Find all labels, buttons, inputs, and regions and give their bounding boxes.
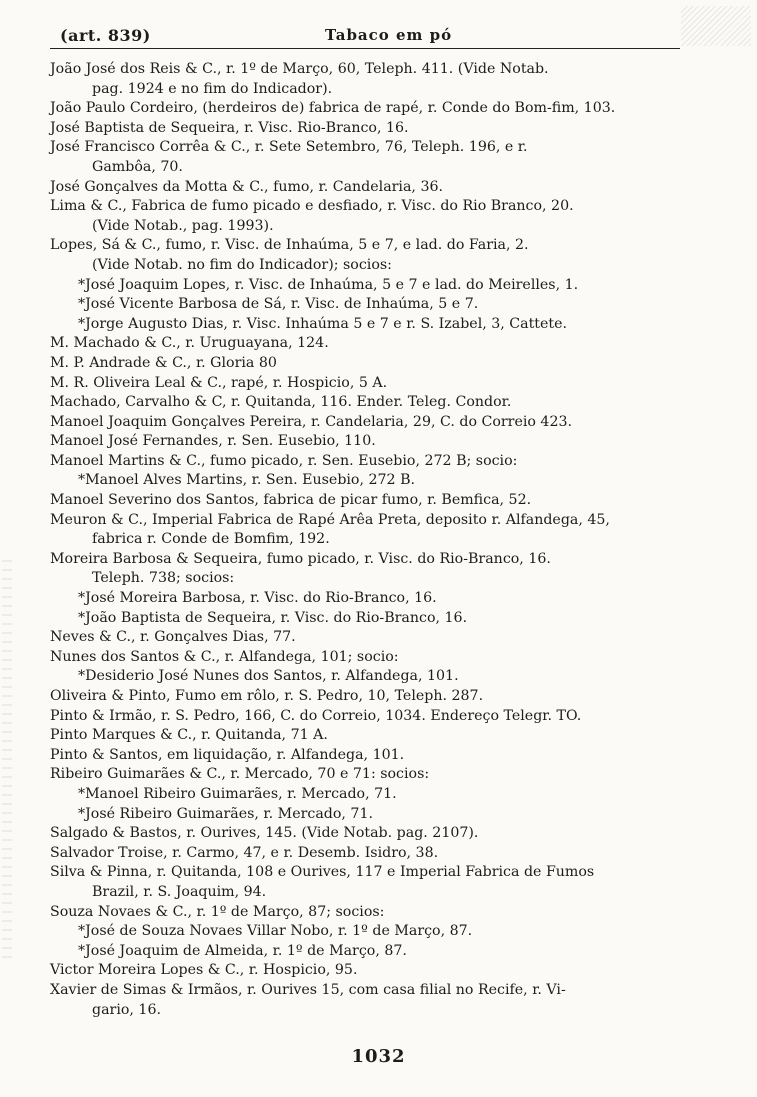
entry-line: *Desiderio José Nunes dos Santos, r. Alfandega, 101. [78,668,459,685]
entry-line: *Manoel Ribeiro Guimarães, r. Mercado, 71. [78,785,397,802]
entry-line: M. P. Andrade & C., r. Gloria 80 [50,354,277,371]
directory-entry [50,628,690,648]
entry-line: *José Moreira Barbosa, r. Visc. do Rio-Branco, 16. [78,590,437,607]
entry-line: *João Baptista de Sequeira, r. Visc. do Rio-Branco, 16. [78,609,468,626]
entry-line: Moreira Barbosa & Sequeira, fumo picado, r. Visc. do Rio-Branco, 16. [50,550,551,567]
directory-entry [50,687,690,707]
entry-line: M. Machado & C., r. Uruguayana, 124. [50,335,329,352]
entry-line: *José Ribeiro Guimarães, r. Mercado, 71. [78,805,373,822]
page-number: 1032 [351,1046,406,1067]
directory-entry [50,863,690,902]
entry-line: *Manoel Alves Martins, r. Sen. Eusebio, 272 B. [78,472,416,489]
directory-entry [50,178,690,198]
entry-line: Manoel José Fernandes, r. Sen. Eusebio, 110. [50,433,376,450]
directory-entry [50,138,690,177]
entry-line: José Francisco Corrêa & C., r. Sete Setembro, 76, Teleph. 196, e r. [50,139,528,156]
directory-entry [50,726,690,746]
directory-entry [50,374,690,394]
directory-entry [50,452,690,472]
entry-line: (Vide Notab., pag. 1993). [92,217,274,234]
entry-line: Lopes, Sá & C., fumo, r. Visc. de Inhaúma, 5 e 7, e lad. do Faria, 2. [50,237,529,254]
entry-line: João José dos Reis & C., r. 1º de Março, 60, Teleph. 411. (Vide Notab. [50,61,549,77]
entry-line: Xavier de Simas & Irmãos, r. Ourives 15, com casa filial no Recife, r. Vi- [50,981,566,998]
entry-line: João Paulo Cordeiro, (herdeiros de) fabrica de rapé, r. Conde do Bom-fim, 103. [50,100,616,117]
entry-line: Salgado & Bastos, r. Ourives, 145. (Vide Notab. pag. 2107). [50,825,479,842]
directory-entry [50,413,690,433]
entry-line: *José Joaquim Lopes, r. Visc. de Inhaúma, 5 e 7 e lad. do Meirelles, 1. [78,276,579,293]
directory-entry [50,903,690,923]
directory-entry [50,550,690,589]
entry-line: Neves & C., r. Gonçalves Dias, 77. [50,629,296,646]
entry-line: José Baptista de Sequeira, r. Visc. Rio-Branco, 16. [50,119,409,136]
directory-entry [50,824,690,844]
entry-line: M. R. Oliveira Leal & C., rapé, r. Hospicio, 5 A. [50,374,388,391]
directory-entry [50,197,690,236]
entry-line: Oliveira & Pinto, Fumo em rôlo, r. S. Pedro, 10, Teleph. 287. [50,688,484,704]
entry-line: *José de Souza Novaes Villar Nobo, r. 1º de Março, 87. [78,923,473,940]
entry-line: Manoel Joaquim Gonçalves Pereira, r. Candelaria, 29, C. do Correio 423. [50,413,573,430]
entry-line: *José Vicente Barbosa de Sá, r. Visc. de Inhaúma, 5 e 7. [78,296,479,313]
entry-line: Souza Novaes & C., r. 1º de Março, 87; socios: [50,903,385,920]
directory-entry [50,334,690,354]
socio-entry [50,471,690,491]
directory-entry [50,354,690,374]
entry-line: Manoel Severino dos Santos, fabrica de picar fumo, r. Bemfica, 52. [50,492,532,509]
directory-entry [50,844,690,864]
socio-entry [50,785,690,805]
entry-line: Salvador Troise, r. Carmo, 47, e r. Desemb. Isidro, 38. [50,844,439,861]
entry-line: gario, 16. [92,1001,161,1018]
directory-entry [50,432,690,452]
scan-edge-mark [2,560,12,960]
directory-entries [50,60,690,1020]
entry-line: Nunes dos Santos & C., r. Alfandega, 101; socio: [50,648,399,665]
directory-entry [50,236,690,275]
entry-line: Victor Moreira Lopes & C., r. Hospicio, 95. [50,962,358,979]
directory-entry [50,511,690,550]
entry-line: Brazil, r. S. Joaquim, 94. [92,883,267,900]
directory-entry [50,491,690,511]
entry-line: Teleph. 738; socios: [92,570,235,587]
socio-entry [50,589,690,609]
directory-entry [50,119,690,139]
socio-entry [50,942,690,962]
page-header [50,22,680,49]
entry-line: Meuron & C., Imperial Fabrica de Rapé Arêa Preta, deposito r. Alfandega, 45, [50,511,610,528]
directory-entry [50,961,690,981]
entry-line: Pinto & Santos, em liquidação, r. Alfandega, 101. [50,746,405,763]
header-section-title: Tabaco em pó [325,26,453,44]
directory-entry [50,746,690,766]
entry-line: Pinto & Irmão, r. S. Pedro, 166, C. do Correio, 1034. Endereço Telegr. TO. [50,707,582,724]
header-article-ref: (art. 839) [60,26,151,45]
entry-line: pag. 1924 e no fim do Indicador). [92,80,333,97]
directory-entry [50,707,690,727]
socio-entry [50,276,690,296]
scan-corner-mark [681,6,751,46]
entry-line: Manoel Martins & C., fumo picado, r. Sen. Eusebio, 272 B; socio: [50,452,518,469]
entry-line: José Gonçalves da Motta & C., fumo, r. Candelaria, 36. [50,178,444,195]
directory-entry [50,393,690,413]
socio-entry [50,609,690,629]
entry-line: *Jorge Augusto Dias, r. Visc. Inhaúma 5 e 7 e r. S. Izabel, 3, Cattete. [78,315,568,332]
directory-entry [50,648,690,668]
entry-line: fabrica r. Conde de Bomfim, 192. [92,531,330,548]
socio-entry [50,315,690,335]
entry-line: Pinto Marques & C., r. Quitanda, 71 A. [50,727,328,744]
directory-entry [50,981,690,1020]
entry-line: (Vide Notab. no fim do Indicador); socios: [92,256,392,273]
socio-entry [50,295,690,315]
socio-entry [50,805,690,825]
entry-line: Gambôa, 70. [92,158,183,175]
entry-line: *José Joaquim de Almeida, r. 1º de Março, 87. [78,942,407,959]
directory-entry [50,765,690,785]
socio-entry [50,922,690,942]
directory-entry [50,60,690,99]
entry-line: Lima & C., Fabrica de fumo picado e desfiado, r. Visc. do Rio Branco, 20. [50,198,574,215]
entry-line: Silva & Pinna, r. Quitanda, 108 e Ourives, 117 e Imperial Fabrica de Fumos [50,864,595,881]
entry-line: Machado, Carvalho & C, r. Quitanda, 116. Ender. Teleg. Condor. [50,394,512,411]
socio-entry [50,667,690,687]
directory-entry [50,99,690,119]
entry-line: Ribeiro Guimarães & C., r. Mercado, 70 e 71: socios: [50,766,430,783]
